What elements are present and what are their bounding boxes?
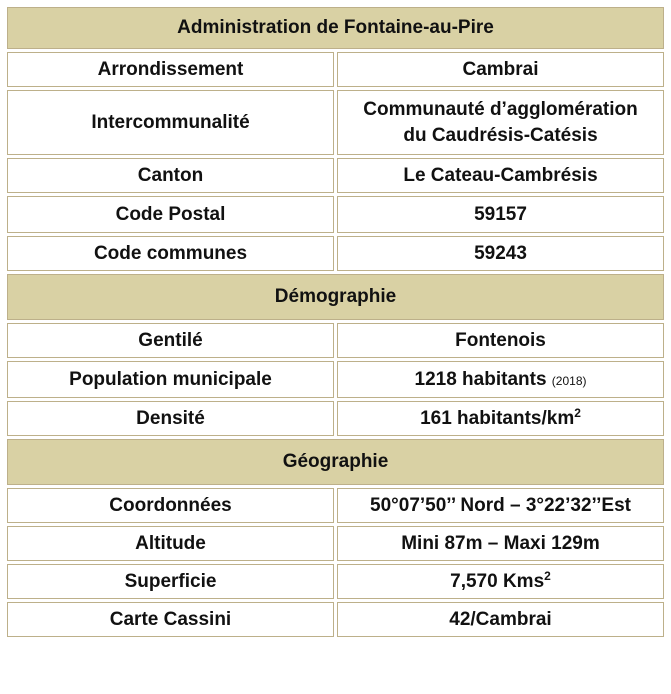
section-header-row [7,274,664,320]
density-superscript: 2 [574,405,581,420]
row-value: Cambrai [337,52,664,87]
row-value: 59243 [337,236,664,271]
table-row [7,602,664,637]
administration-header: Administration de Fontaine-au-Pire [7,7,664,49]
table-row [7,488,664,523]
table-row [7,236,664,271]
table-row [7,323,664,358]
row-value: Fontenois [337,323,664,358]
row-label: Intercommunalité [7,90,334,155]
table-row [7,401,664,436]
row-label: Gentilé [7,323,334,358]
row-value: 42/Cambrai [337,602,664,637]
table-row [7,526,664,561]
area-value: 7,570 Kms [450,570,545,592]
row-value: Mini 87m – Maxi 129m [337,526,664,561]
row-value [337,90,664,155]
row-label: Altitude [7,526,334,561]
section-header-row [7,439,664,485]
table-row [7,90,664,155]
table-row [7,158,664,193]
area-superscript: 2 [544,568,551,583]
population-value: 1218 habitants [414,368,547,390]
table-row [7,564,664,599]
row-label: Superficie [7,564,334,599]
row-label: Canton [7,158,334,193]
row-value: Le Cateau-Cambrésis [337,158,664,193]
demographie-header: Démographie [7,274,664,320]
population-year-note: (2018) [551,373,587,388]
row-value-line: Communauté d’agglomération [363,98,638,120]
row-label: Densité [7,401,334,436]
row-label: Population municipale [7,361,334,398]
density-value: 161 habitants/km [420,407,575,429]
row-value [337,564,664,599]
row-value: 59157 [337,196,664,233]
section-header-row [7,7,664,49]
row-label: Arrondissement [7,52,334,87]
row-value-line: du Caudrésis-Catésis [403,124,598,146]
row-value [337,401,664,436]
geographie-header: Géographie [7,439,664,485]
row-label: Coordonnées [7,488,334,523]
table-row [7,361,664,398]
row-label: Code communes [7,236,334,271]
row-label: Code Postal [7,196,334,233]
commune-info-table [4,4,667,640]
row-label: Carte Cassini [7,602,334,637]
table-row [7,52,664,87]
row-value: 50°07’50’’ Nord – 3°22’32’’Est [337,488,664,523]
table-row [7,196,664,233]
row-value [337,361,664,398]
